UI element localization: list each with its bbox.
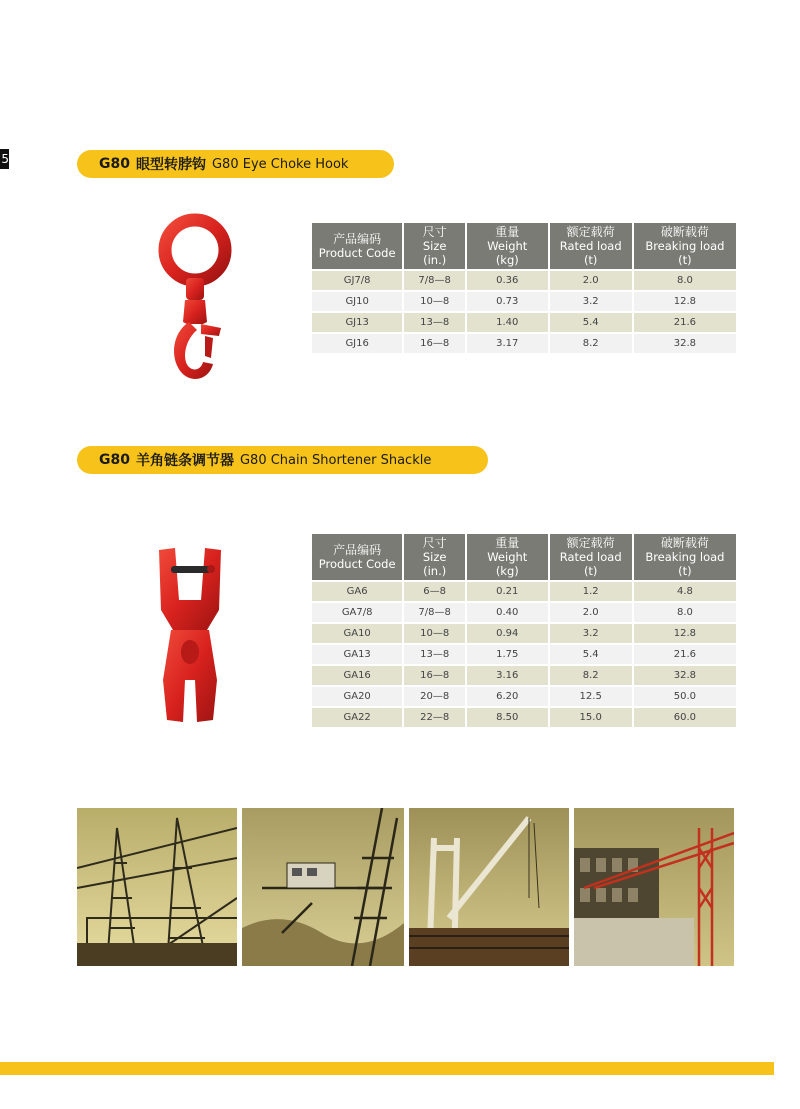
header-en: Product Code [318,246,396,260]
header-unit: (t) [678,253,692,267]
cell: 2.0 [550,603,632,622]
page-number: 5 [0,149,9,169]
cell: 7/8—8 [404,603,465,622]
cell: 22—8 [404,708,465,727]
header-cn: 尺寸 [422,225,447,239]
table-row [312,645,736,664]
table-row [312,292,736,311]
table-row [312,708,736,727]
table-row [312,334,736,353]
cell: 5.4 [550,645,632,664]
cell: 21.6 [634,645,736,664]
cell: 13—8 [404,645,465,664]
header-cn: 尺寸 [422,536,447,550]
header-en: Rated load [559,550,622,564]
cell: 1.40 [467,313,548,332]
cell: 7/8—8 [404,271,465,290]
footer-accent-bar [0,1062,774,1075]
header-size [404,534,465,580]
chain-shortener-spec-table [310,532,738,729]
cell: 12.5 [550,687,632,706]
cell: 16—8 [404,666,465,685]
header-en: Breaking load [645,239,725,253]
title-en: G80 Eye Choke Hook [211,156,349,172]
cell: 16—8 [404,334,465,353]
cell: 5.4 [550,313,632,332]
cell: 12.8 [634,292,736,311]
cell: GJ16 [312,334,402,353]
header-breaking-load [634,223,736,269]
header-weight [467,534,548,580]
cell: GJ10 [312,292,402,311]
header-weight [467,223,548,269]
table-row [312,271,736,290]
table-row [312,687,736,706]
header-en: Size [422,550,447,564]
header-en: Weight [487,239,528,253]
cell: 8.2 [550,666,632,685]
cell: 12.8 [634,624,736,643]
title-cn: 羊角链条调节器 [135,453,234,469]
cell: 0.73 [467,292,548,311]
cell: GA20 [312,687,402,706]
cell: GA13 [312,645,402,664]
cell: 0.21 [467,582,548,601]
header-cn: 额定载荷 [566,536,615,550]
header-cn: 额定载荷 [566,225,615,239]
cell: GA10 [312,624,402,643]
table-row [312,666,736,685]
header-unit: (in.) [423,253,447,267]
cell: 10—8 [404,624,465,643]
header-cn: 破断载荷 [660,225,709,239]
cell: 8.0 [634,603,736,622]
header-en: Product Code [318,557,396,571]
cell: GJ7/8 [312,271,402,290]
header-rated-load [550,223,632,269]
title-en: G80 Chain Shortener Shackle [239,452,432,468]
cell: 1.2 [550,582,632,601]
header-cn: 重量 [495,536,520,550]
cell: 0.94 [467,624,548,643]
header-cn: 产品编码 [333,543,382,557]
table-row [312,313,736,332]
cell: 3.2 [550,292,632,311]
grade-label: G80 [99,156,130,172]
header-unit: (kg) [495,564,519,578]
header-rated-load [550,534,632,580]
cell: GA6 [312,582,402,601]
header-en: Breaking load [645,550,725,564]
cell: 15.0 [550,708,632,727]
cell: GJ13 [312,313,402,332]
cell: 4.8 [634,582,736,601]
cell: 8.50 [467,708,548,727]
header-unit: (kg) [495,253,519,267]
cell: 6—8 [404,582,465,601]
cell: GA16 [312,666,402,685]
cell: 0.36 [467,271,548,290]
table-row [312,582,736,601]
cell: 60.0 [634,708,736,727]
cell: 13—8 [404,313,465,332]
eye-choke-hook-image [155,212,235,390]
header-product-code [312,534,402,580]
table-header-row [312,534,736,580]
header-en: Weight [487,550,528,564]
eye-choke-hook-spec-table [310,221,738,355]
table-header-row [312,223,736,269]
table-row [312,624,736,643]
header-unit: (t) [583,564,598,578]
construction-tower-crane-photo [574,808,734,966]
cell: 2.0 [550,271,632,290]
header-en: Rated load [559,239,622,253]
steel-structure-photo [77,808,237,966]
harbor-crane-photo [409,808,569,966]
title-cn: 眼型转脖钩 [135,157,206,173]
section-title-eye-choke-hook [77,150,394,178]
cell: 0.40 [467,603,548,622]
cell: 3.2 [550,624,632,643]
header-unit: (t) [583,253,598,267]
cell: 1.75 [467,645,548,664]
cell: 3.17 [467,334,548,353]
header-cn: 破断载荷 [660,536,709,550]
port-crane-photo [242,808,404,966]
cell: 20—8 [404,687,465,706]
grade-label: G80 [99,452,130,468]
header-en: Size [422,239,447,253]
cell: 3.16 [467,666,548,685]
header-cn: 重量 [495,225,520,239]
cell: 6.20 [467,687,548,706]
header-unit: (in.) [423,564,447,578]
header-product-code [312,223,402,269]
section-title-chain-shortener [77,446,488,474]
chain-shortener-shackle-image [145,540,235,730]
cell: GA7/8 [312,603,402,622]
cell: 32.8 [634,334,736,353]
cell: 8.2 [550,334,632,353]
cell: 8.0 [634,271,736,290]
header-cn: 产品编码 [333,232,382,246]
header-size [404,223,465,269]
cell: 21.6 [634,313,736,332]
cell: 10—8 [404,292,465,311]
header-unit: (t) [678,564,692,578]
cell: 50.0 [634,687,736,706]
cell: GA22 [312,708,402,727]
table-row [312,603,736,622]
header-breaking-load [634,534,736,580]
cell: 32.8 [634,666,736,685]
